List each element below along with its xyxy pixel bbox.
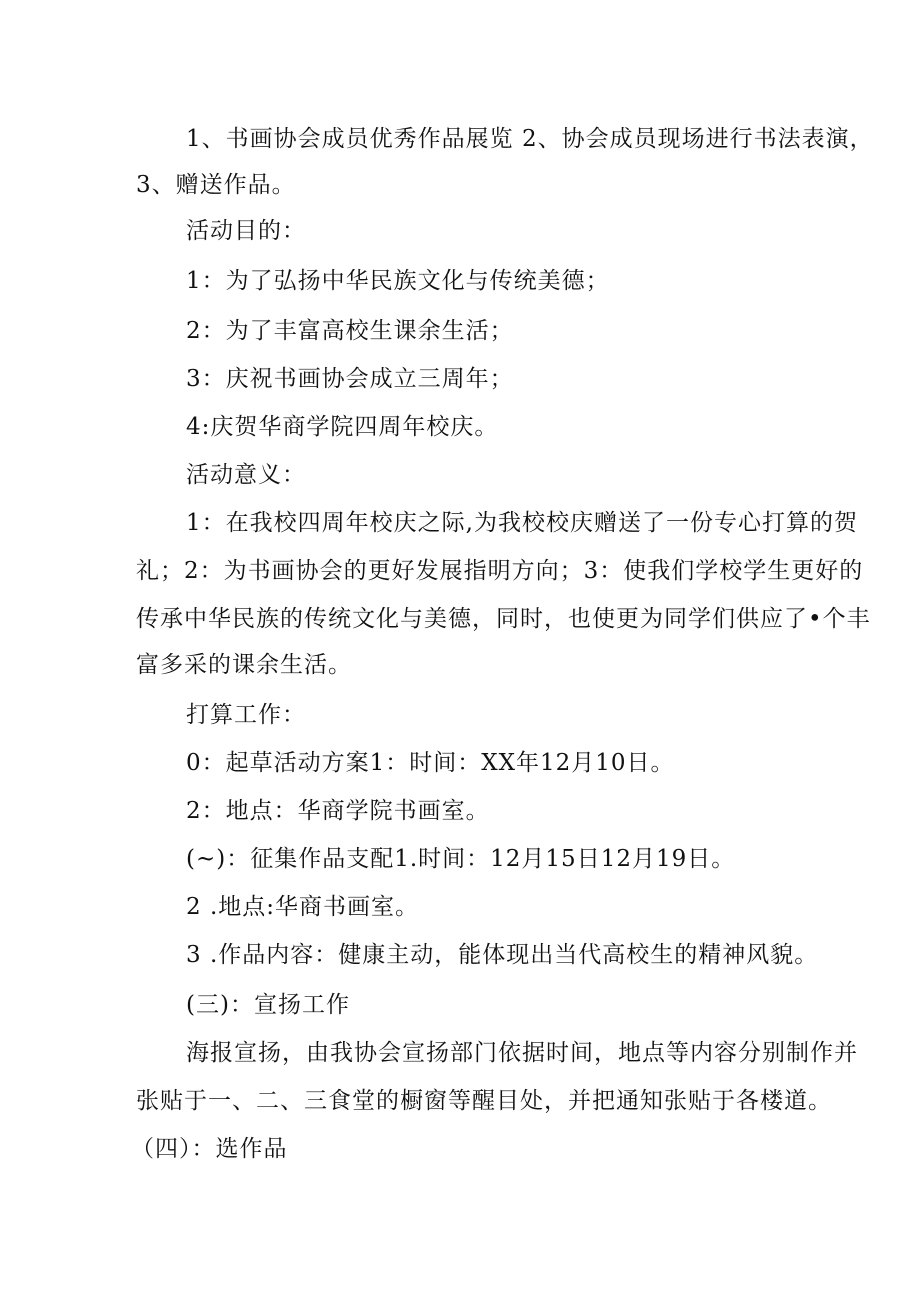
paragraph-line: 海报宣扬，由我协会宣扬部门依据时间，地点等内容分别制作并 <box>186 1040 858 1066</box>
paragraph-line: 张贴于一、二、三食堂的橱窗等醒目处，并把通知张贴于各楼道。 <box>136 1088 832 1114</box>
list-item: 2：地点：华商学院书画室。 <box>186 798 490 824</box>
paragraph-line: 礼；2：为书画协会的更好发展指明方向；3：使我们学校学生更好的 <box>136 558 864 584</box>
list-item: 3 .作品内容：健康主动，能体现出当代高校生的精神风貌。 <box>186 942 819 968</box>
list-item: 3：庆祝书画协会成立三周年； <box>186 366 514 392</box>
list-item: 4:庆贺华商学院四周年校庆。 <box>186 414 499 440</box>
list-item: 2 .地点:华商书画室。 <box>186 894 420 920</box>
paragraph-line: 1：在我校四周年校庆之际,为我校校庆赠送了一份专心打算的贺 <box>186 510 858 536</box>
section-heading: (三)：宣扬工作 <box>186 992 350 1018</box>
paragraph-line: 富多采的课余生活。 <box>136 652 352 678</box>
section-heading: 活动目的： <box>186 218 306 244</box>
section-heading: （四）：选作品 <box>131 1136 288 1162</box>
section-heading: 打算工作： <box>186 702 306 728</box>
paragraph-line: 1、书画协会成员优秀作品展览 2、协会成员现场进行书法表演， <box>186 126 874 152</box>
list-item: 1：为了弘扬中华民族文化与传统美德； <box>186 268 610 294</box>
paragraph-line: 3、赠送作品。 <box>136 172 296 198</box>
section-heading: 活动意义： <box>186 462 306 488</box>
list-item: 2：为了丰富高校生课余生活； <box>186 318 514 344</box>
list-item: 0：起草活动方案1：时间：XX年12月10日。 <box>186 750 675 776</box>
paragraph-line: 传承中华民族的传统文化与美德，同时，也使更为同学们供应了•个丰 <box>136 606 871 632</box>
list-item: (~)：征集作品支配1.时间：12月15日12月19日。 <box>186 846 736 872</box>
